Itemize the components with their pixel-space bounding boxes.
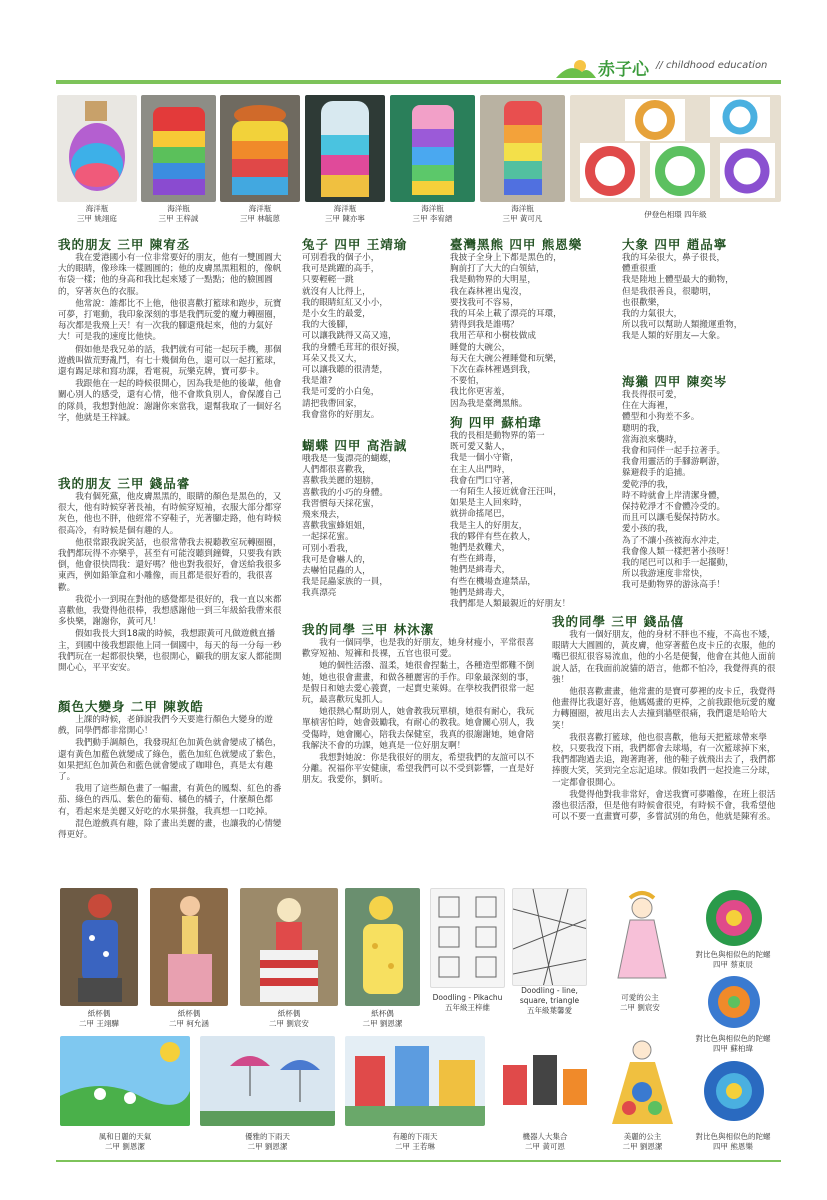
article-body-a5: 哦我是一隻漂亮的蝴蝶， 人們都很喜歡我， 喜歡我美麗的翅膀， 喜歡我的小巧的身體。 我習慣每天採花蜜， 飛來飛去， 喜歡我蜜蜂姐姐， 一起採花蜜。 可別小看我， 我可是會嚇人的， 去嚇怕昆蟲的人， 我是昆蟲家族的一員， 我真漂亮 — [302, 454, 397, 599]
caption-bottle-6: 海洋瓶 三甲 黃可凡 — [502, 204, 543, 223]
caption-bottle-1: 海洋瓶 三甲 姚翊庭 — [77, 204, 117, 223]
drawing-geometry — [512, 888, 587, 986]
caption-beautiful-princess: 美麗的公主 二甲 劉恩潔 — [622, 1132, 663, 1151]
drawing-top-3 — [688, 1060, 780, 1122]
brand-tagline: // childhood education — [656, 60, 768, 71]
caption-sunny-day: 風和日麗的天氣 二甲 劉恩潔 — [98, 1132, 152, 1151]
photo-color-wheels — [570, 95, 781, 202]
header-divider — [56, 80, 781, 84]
photo-cup-puppet-3 — [240, 888, 338, 1006]
brand-logo — [556, 54, 786, 80]
article-body-a11: 我有一個好朋友，他的身材不胖也不瘦，不高也不矮，眼睛大大圓圓的，黃皮膚，他穿著藍色皮卡丘的衣服，他的嘴巴很紅很容易流血，他的小名是便餐，他會在其他人面前說人話，在我面前說貓的語言，他都不怕冷，我覺得真的很強！ 他很喜歡畫畫，他常畫的是寶可夢裡的皮卡丘，我覺得他畫得比我還好喜，他媽媽畫的更棒，之前我跟他玩愛的魔力轉圈圈，被甩出去人去撞到牆壁很痛，我們還是哈哈大笑！ 我很喜歡打籃球，他也很喜歡，他每天把籃球帶來學校，只要我沒下雨，我們都會去球場，有一次籃球掉下來，我們都跑過去追，跑著跑著，他的鞋子就飛出去了，我們都捧腹大笑，笑到完全忘記追球。假如我們一起投進三分球，一定都會很開心。 我覺得他對我非常好，會送我寶可夢雕像，在班上很活潑也很活潑，但是他有時候會很兇，有時候不會，我希望他可以不要一直畫寶可夢，多嘗試別的角色，他就是陳宥丞。 — [552, 630, 776, 823]
caption-drawing-geometry: Doodling - line, square, triangle 五年級葉馨愛 — [519, 986, 580, 1015]
article-title-a8: 我的同學 三甲 林沐潔 — [302, 620, 434, 638]
article-title-a9: 大象 四甲 趙品寧 — [622, 235, 727, 253]
drawing-pikachu — [430, 888, 505, 988]
photo-bottle-5 — [390, 95, 475, 202]
drawing-robots — [495, 1045, 595, 1125]
article-body-a8: 我有一個同學，也是我的好朋友，她身材瘦小，平常很喜歡穿短袖、短褲和長裸，五官也很可愛。 她的個性活潑、溫柔，她很會捏黏土，各種造型都難不倒她，她也很會畫畫，和做各種麗害的手作。印象最深刻的事，是假日和她去愛心義賣，一起賣史萊姆。在學校我們很常一起玩，最喜歡玩鬼抓人。 她很熱心幫助別人，她會教我玩單槓，她很有耐心，我玩單槓害怕時，她會鼓勵我，有耐心的教我。她會關心別人，我受傷時，她會關心，陪我去保健室，我真的很謝謝她，她會陪我解決不會的功課，她真是一位好朋友啊！ 我想對她說：你是我很好的朋友，希望我們的友誼可以不分離。祝福你平安健康，希望我們可以不受到影響，一直是好朋友。我愛你，劉昕。 — [302, 638, 535, 786]
photo-bottle-4 — [305, 95, 385, 202]
caption-top-1: 對比色與相似色的陀螺 四甲 蔡東辰 — [695, 950, 771, 969]
caption-bottle-2: 海洋瓶 三甲 王梓誠 — [158, 204, 199, 223]
photo-cup-puppet-1 — [60, 888, 138, 1006]
drawing-elegant-rain — [200, 1036, 335, 1126]
hill-sun-icon — [556, 58, 596, 78]
article-title-a4: 兔子 四甲 王靖瑜 — [302, 235, 407, 253]
photo-cup-puppet-4 — [345, 888, 420, 1006]
caption-color-wheels: 伊登色相環 四年級 — [644, 210, 707, 219]
article-title-a2: 我的朋友 三甲 錢品睿 — [58, 474, 190, 492]
photo-bottle-6 — [480, 95, 565, 202]
footer-divider — [56, 1160, 781, 1162]
article-body-a2: 我有個死黨，他皮膚黑黑的，眼睛的顏色是黑色的，又很大，他有時候穿著長袖，有時候穿短袖，衣服大部分都穿灰色，他也不胖，他經常不穿鞋子，光著腳走路，他有時候很高冷，有時候是個有趣的人。 他很常跟我說笑話，也很常帶我去視聽教室玩轉圈圈，我們都玩得不亦樂乎，甚至有可能沒聽到鐘聲，只要我有跌倒，他會很快問我：還好嗎？他也對我很好，會送給我很多東西，例如鉛筆盒和小雕像，而且都是很好看的，我很喜歡。 我從小一到現在對他的感覺都是很好的，我一直以來都喜歡他，我覺得他很棒，我想感謝他一到三年級給我帶來很多快樂，謝謝你，黃可凡！ 假如我長大到18歲的時候，我想跟黃可凡做遊戲直播主，到國中後我想跟他上同一個國中，每天的每一分每一秒我們玩在一起都很快樂，也很開心，顧我的朋友家人都能開開心心，平平安安。 — [58, 492, 282, 674]
caption-robots: 機器人大集合 二甲 黃可恩 — [522, 1132, 568, 1151]
article-body-a9: 我的耳朵很大，鼻子很長， 體重很重 我是陸地上體型最大的動物， 但是我很善良，很聰明， 也很歡樂， 我的力氣很大， 所以我可以幫助人類搬運重物， 我是人類的好朋友—大象。 — [622, 253, 743, 342]
article-body-a3: 上課的時候，老師說我們今天要進行顏色大變身的遊戲，同學們都非常開心！ 我們動手調顏色，我發現紅色加黃色就會變成了橘色，還有黃色加藍色就變成了綠色，藍色加紅色就變成了紫色，如果把紅色加黃色和藍色就會變成了咖啡色，真是太有趣了。 我用了這些顏色畫了一幅畫，有黃色的鳳梨、紅色的番茄、綠色的西瓜、紫色的葡萄、橘色的橘子，什麼顏色都有，看起來是美麗又好吃的水果拼盤，我真想一口吃掉。 混色遊戲真有趣，除了畫出美麗的畫，也讓我的心情變得更好。 — [58, 715, 282, 841]
article-body-a1: 我在愛港國小有一位非常要好的朋友，他有一雙圓圓大大的眼睛，像珍珠一樣圓圓的；他的皮膚黑黑粗粗的，像帆布袋一樣；他的身高和我比起來矮了一點點；他的臉圓圓的，穿著灰色的衣服。 他常說：誰都比不上他，他很喜歡打籃球和跑步，玩寶可夢，打電動，我印象深刻的事是我們玩愛的魔力轉圈圈，每次都是我飛上天！有一次我的腳還飛起來，他的力氣好大！可是我的速度比他快。 假如他是我兄弟的話，我們就有可能一起玩手機，那個遊戲叫做荒野亂鬥，有七十幾個角色，還可以一起打籃球，還有踢足球和寫功課，看電視，玩樂克牌，寶可夢卡。 我跟他在一起的時候很開心，因為我是他的後輩，他會關心別人的感受，還有心情，他不會欺負別人，會保護自己的隊員，我想對他說：謝謝你來當我，還幫我取了一個好名字，他就是王梓誠。 — [58, 253, 282, 423]
caption-cup-puppet-1: 紙杯偶 二甲 王翊驊 — [79, 1009, 119, 1028]
caption-cup-puppet-2: 紙杯偶 二甲 柯允涵 — [169, 1009, 209, 1028]
article-title-a11: 我的同學 三甲 錢品僖 — [552, 612, 684, 630]
drawing-top-2 — [688, 975, 780, 1030]
caption-cute-princess: 可愛的公主 二甲 劉宸安 — [620, 993, 660, 1012]
article-title-a7: 狗 四甲 蘇柏瑋 — [450, 413, 542, 431]
caption-elegant-rain: 優雅的下雨天 二甲 劉恩潔 — [245, 1132, 290, 1151]
article-title-a1: 我的朋友 三甲 陳宥丞 — [58, 235, 190, 253]
caption-cup-puppet-4: 紙杯偶 二甲 劉恩潔 — [362, 1009, 403, 1028]
drawing-fun-rain — [345, 1036, 485, 1126]
article-title-a3: 顏色大變身 二甲 陳敦皓 — [58, 697, 204, 715]
drawing-top-1 — [688, 888, 780, 948]
article-title-a5: 蝴蝶 四甲 高浩誠 — [302, 436, 407, 454]
photo-bottle-2 — [141, 95, 216, 202]
drawing-sunny-day — [60, 1036, 190, 1126]
article-title-a10: 海獺 四甲 陳奕岑 — [622, 372, 727, 390]
caption-fun-rain: 有趣的下雨天 二甲 王若琳 — [392, 1132, 438, 1151]
caption-cup-puppet-3: 紙杯偶 二甲 劉宸安 — [269, 1009, 309, 1028]
article-title-a6: 臺灣黑熊 四甲 熊恩樂 — [450, 235, 582, 253]
photo-bottle-3 — [220, 95, 300, 202]
caption-bottle-3: 海洋瓶 三甲 林毓蒽 — [240, 204, 280, 223]
article-body-a6: 我披子全身上下都是黑色的， 胸前打了大大的白領結， 我是動物界的大明星， 我在森林裡出鬼沒， 要找我可不容易， 我的耳朵上載了漂亮的耳環， 猜得到我是誰嗎？ 我用芒草和小樹枝做成 睡覺的大碗公， 每天在大碗公裡睡覺和玩樂， 下次在森林裡遇到我， 不要怕， 我比你更害羞， 因為我是臺灣黑熊。 — [450, 253, 562, 409]
caption-bottle-4: 海洋瓶 三甲 陳亦寧 — [325, 204, 365, 223]
caption-bottle-5: 海洋瓶 三甲 李宥縉 — [412, 204, 453, 223]
article-body-a4: 可別看我的個子小， 我可是跳躍的高手， 只要輕輕一跳 就沒有人比得上， 我的眼睛紅紅又小小， 是小女生的最愛， 我的大後腳， 可以讓我跳得又高又遠， 我的身體毛茸茸的很好摸， 耳朵又長又大， 可以讓我聽的很清楚， 我是誰? 我是可愛的小白兔， 請把我帶回家， 我會當你的好朋友。 — [302, 253, 406, 420]
caption-top-2: 對比色與相似色的陀螺 四甲 蘇柏瑋 — [695, 1034, 771, 1053]
article-body-a7: 我的長相是動物界的第一 既可愛又黏人， 我是一個小守衛， 在主人出門時， 我會在門口守著， 一有陌生人接近就會汪汪叫， 如果是主人回來時， 就拼命搖尾巴， 我是主人的好朋友， 我的夥伴有些在救人， 牠們是救難犬， 有些在緝毒， 牠們是緝毒犬， 有些在機場查違禁品， 牠們是緝毒犬， 我們都是人類最親近的好朋友！ — [450, 431, 571, 610]
caption-top-3: 對比色與相似色的陀螺 四甲 熊恩樂 — [695, 1132, 771, 1151]
caption-drawing-pikachu: Doodling - Pikachu 五年級王梓維 — [432, 993, 503, 1012]
photo-cup-puppet-2 — [150, 888, 228, 1006]
photo-bottle-1 — [57, 95, 137, 202]
brand-name-cn: 赤子心 — [598, 60, 649, 80]
article-body-a10: 我長得很可愛， 住在大海裡， 體型和小狗差不多。 聰明的我， 當海浪來襲時， 我會和同伴一起手拉著手。 我會用靈活的手腳游啊游， 躲避殺手的追捕。 愛乾淨的我， 時不時就會上岸清潔身體， 保持乾淨才不會體冷受的。 而且可以讓毛髮保持防水。 愛小孩的我， 為了不讓小孩被海水沖走， 我會像人類一樣把著小孩呀！ 我的尾巴可以和手一起擺動， 所以我游速度非常快， 我可是動物界的游泳高手！ — [622, 390, 734, 591]
drawing-cute-princess — [612, 888, 672, 986]
drawing-beautiful-princess — [605, 1036, 680, 1128]
